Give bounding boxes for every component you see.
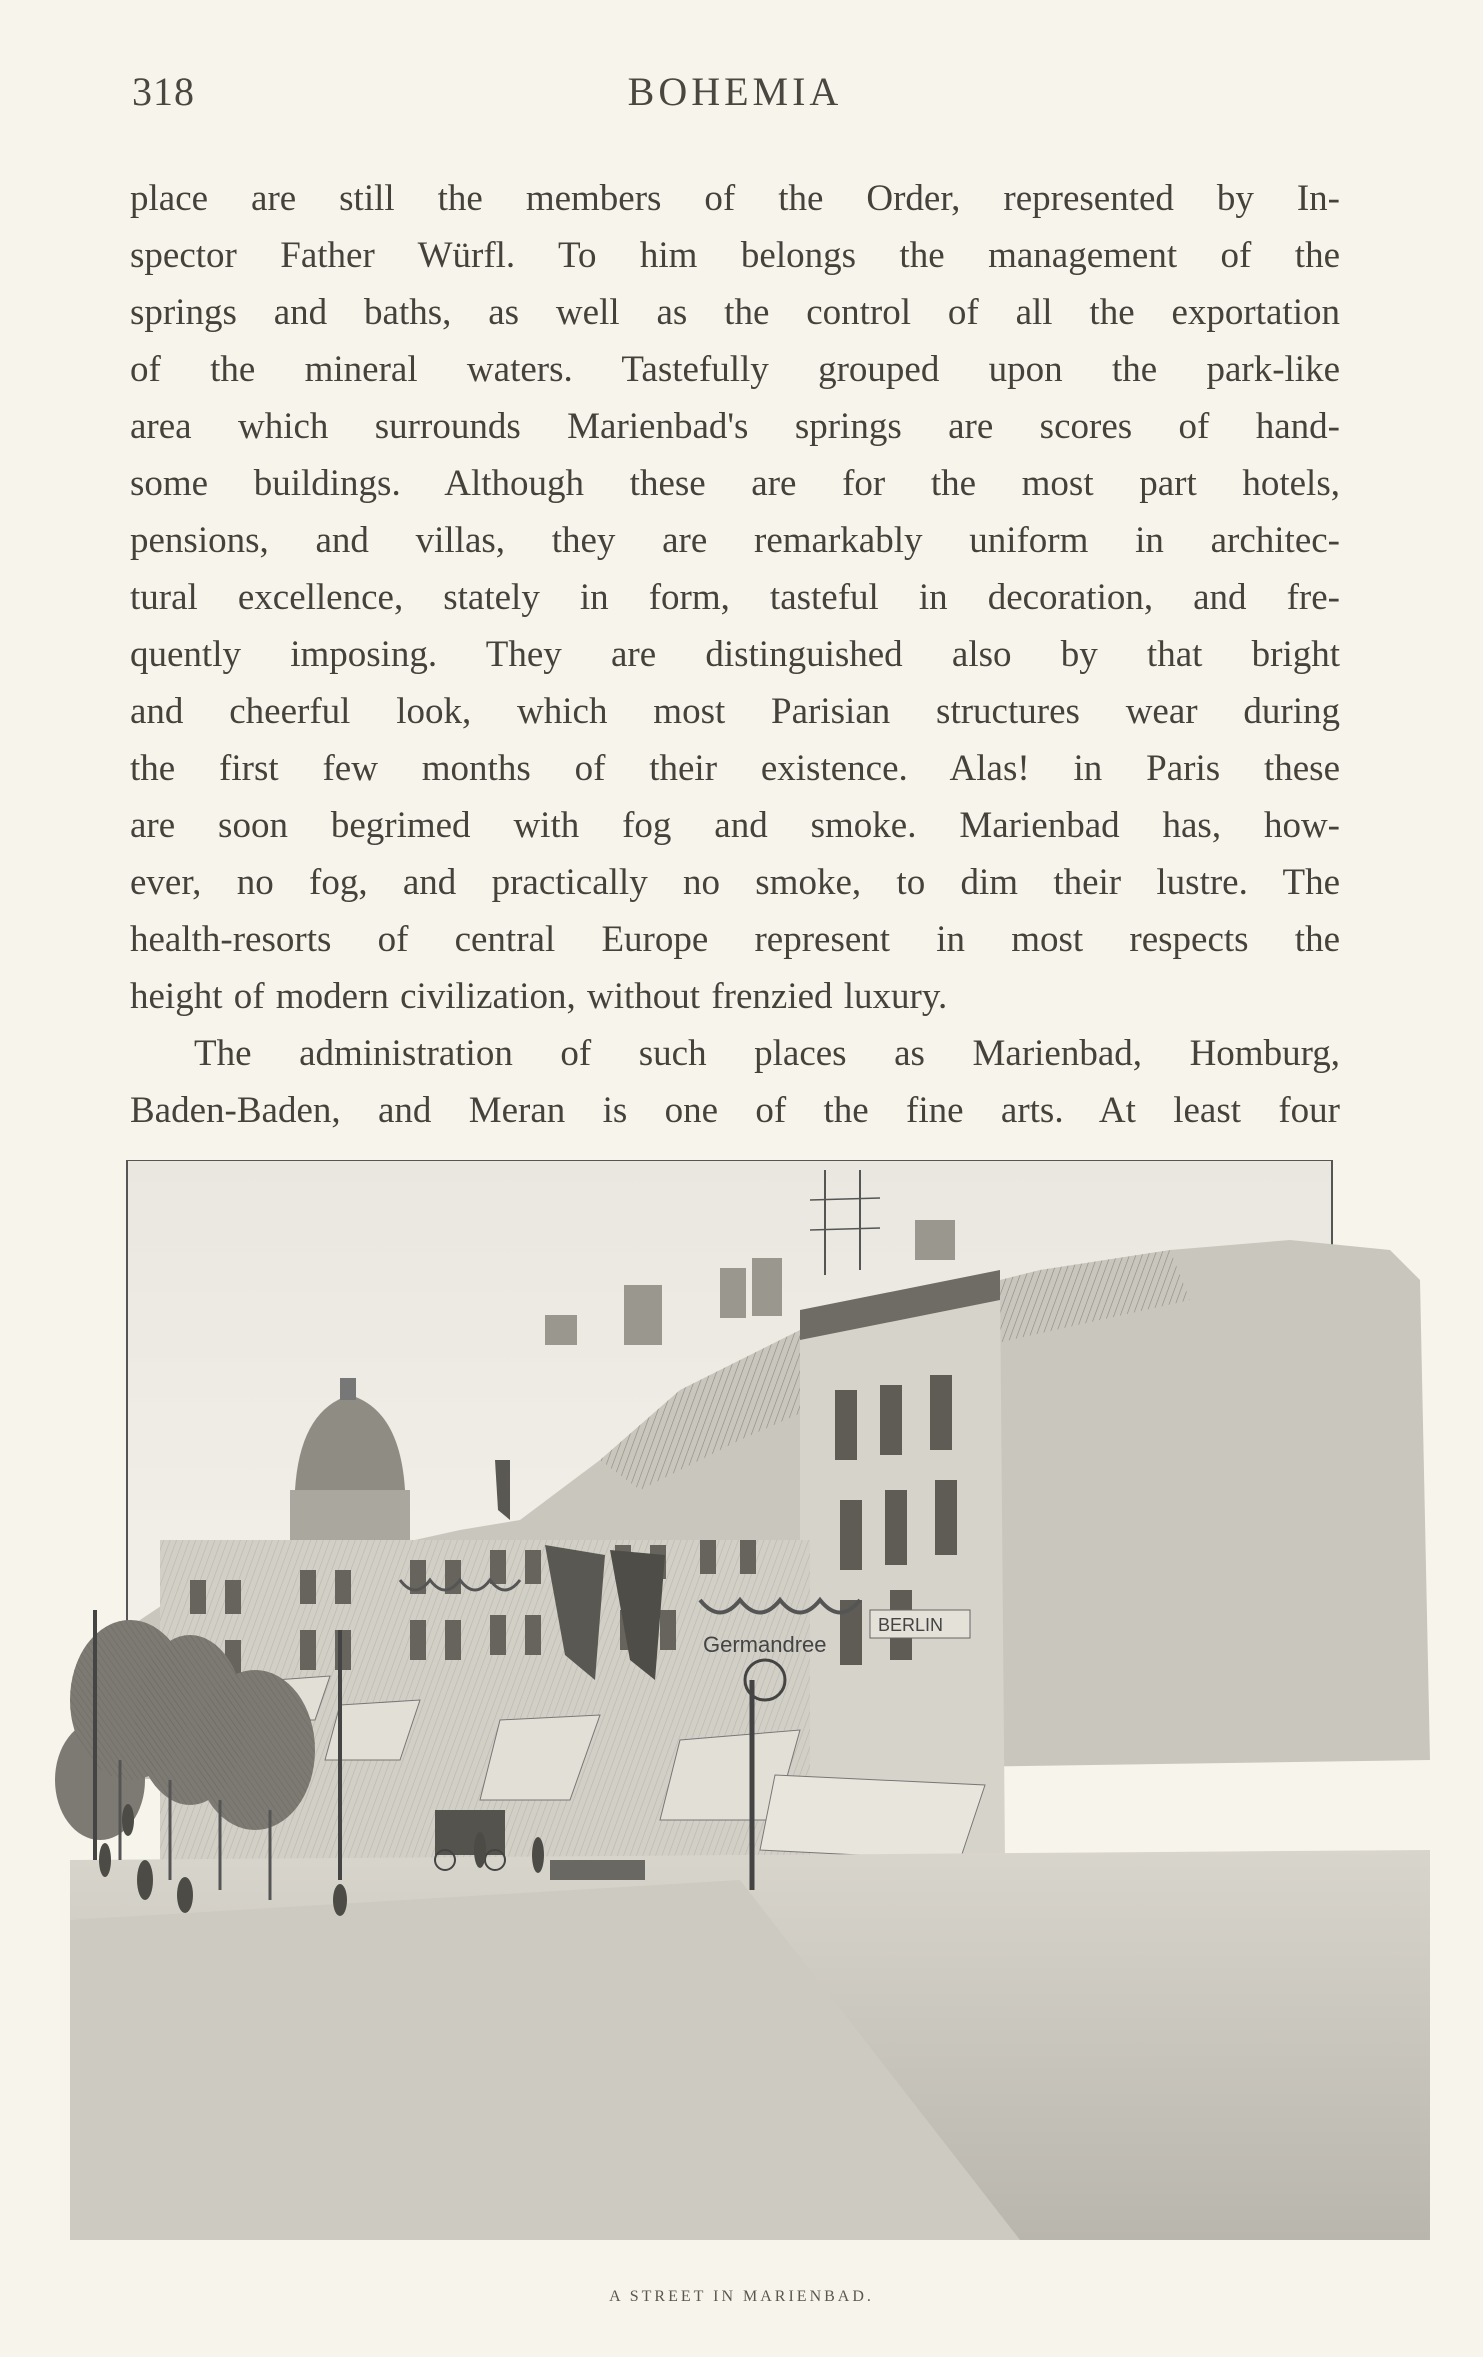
paragraph-1	[130, 170, 1340, 1025]
text-line: health-resorts of central Europe represent in most respects the	[130, 919, 1340, 960]
text-line: quently imposing. They are distinguished also by that bright	[130, 634, 1340, 675]
running-head	[130, 68, 1340, 128]
carriage	[435, 1810, 505, 1855]
text-line: are soon begrimed with fog and smoke. Marienbad has, how-	[130, 805, 1340, 846]
chimney	[752, 1258, 782, 1316]
text-line: pensions, and villas, they are remarkably uniform in architec-	[130, 520, 1340, 561]
street-engraving	[40, 1160, 1450, 2240]
dome-lantern	[340, 1378, 356, 1400]
body-text	[130, 170, 1340, 1139]
chimney	[915, 1220, 955, 1260]
text-line: area which surrounds Marienbad's springs are scores of hand-	[130, 406, 1340, 447]
text-line: place are still the members of the Order, represented by In-	[130, 178, 1340, 219]
corner-building	[800, 1280, 1005, 1860]
text-line: height of modern civilization, without frenzied luxury.	[130, 976, 948, 1017]
text-line: The administration of such places as Marienbad, Homburg,	[194, 1033, 1340, 1074]
chimney	[624, 1285, 662, 1345]
text-line: springs and baths, as well as the control of all the exportation	[130, 292, 1340, 333]
sign-right-text: BERLIN	[878, 1615, 944, 1635]
figure-caption: A STREET IN MARIENBAD.	[609, 2288, 874, 2305]
text-line: the first few months of their existence. Alas! in Paris these	[130, 748, 1340, 789]
text-line: Baden-Baden, and Meran is one of the fine arts. At least four	[130, 1090, 1340, 1131]
text-line: spector Father Würfl. To him belongs the management of the	[130, 235, 1340, 276]
cart	[550, 1860, 645, 1880]
text-line: some buildings. Although these are for the most part hotels,	[130, 463, 1340, 504]
text-line: of the mineral waters. Tastefully grouped upon the park-like	[130, 349, 1340, 390]
running-title: BOHEMIA	[627, 69, 843, 114]
street-illustration	[40, 1160, 1450, 2240]
text-line: ever, no fog, and practically no smoke, to dim their lustre. The	[130, 862, 1340, 903]
page-number: 318	[132, 69, 195, 114]
chimney	[545, 1315, 577, 1345]
sign-left-text: Germandree	[703, 1632, 827, 1657]
awning	[760, 1775, 985, 1860]
text-line: and cheerful look, which most Parisian structures wear during	[130, 691, 1340, 732]
chimney	[720, 1268, 746, 1318]
text-line: tural excellence, stately in form, tasteful in decoration, and fre-	[130, 577, 1340, 618]
paragraph-2	[130, 1025, 1340, 1139]
